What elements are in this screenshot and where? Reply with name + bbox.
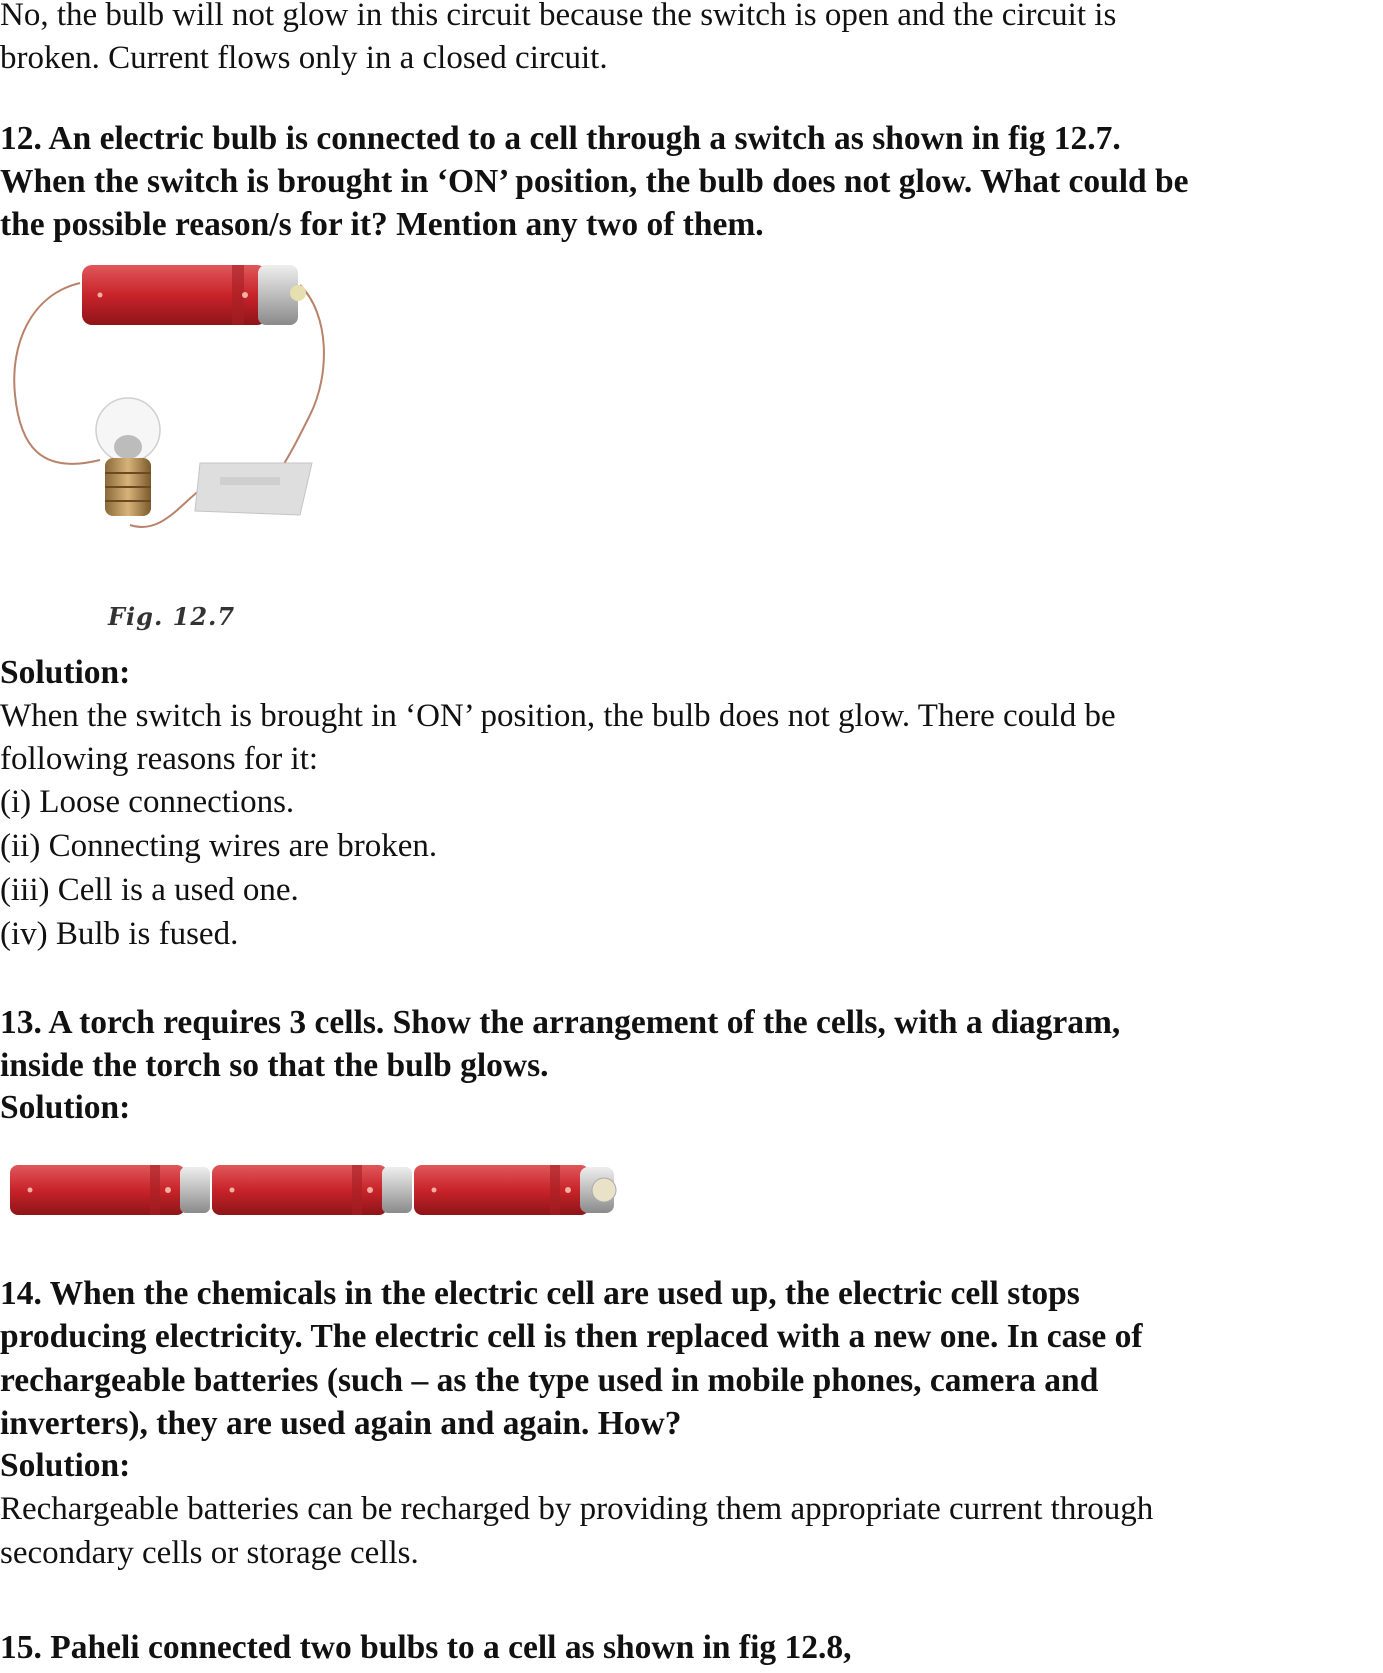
answer-list-item: (iii) Cell is a used one. — [0, 872, 299, 908]
answer-list-item: (ii) Connecting wires are broken. — [0, 828, 438, 864]
answer-list-item: (iv) Bulb is fused. — [0, 916, 239, 952]
answer-text-line: When the switch is brought in ‘ON’ position, the bulb does not glow. There could be — [0, 698, 1116, 734]
figure-caption: Fig. 12.7 — [108, 602, 236, 631]
question-14-line: inverters), they are used again and again. How? — [0, 1405, 682, 1442]
answer-list-item: (i) Loose connections. — [0, 784, 295, 820]
question-15-line: 15. Paheli connected two bulbs to a cell as shown in fig 12.8, — [0, 1629, 852, 1666]
question-13-line: 13. A torch requires 3 cells. Show the arrangement of the cells, with a diagram, — [0, 1004, 1121, 1041]
circuit-figure-12-7 — [0, 255, 340, 545]
answer-text-line: secondary cells or storage cells. — [0, 1535, 419, 1571]
answer-text-line: broken. Current flows only in a closed circuit. — [0, 40, 608, 76]
solution-label: Solution: — [0, 1089, 131, 1126]
question-14-line: producing electricity. The electric cell is then replaced with a new one. In case of — [0, 1318, 1143, 1355]
question-12-line: the possible reason/s for it? Mention any two of them. — [0, 206, 764, 243]
solution-label: Solution: — [0, 1447, 131, 1484]
answer-text-line: following reasons for it: — [0, 741, 319, 777]
question-14-line: rechargeable batteries (such – as the type used in mobile phones, camera and — [0, 1362, 1099, 1399]
three-cells-diagram — [0, 1155, 630, 1225]
solution-label: Solution: — [0, 654, 131, 691]
question-13-line: inside the torch so that the bulb glows. — [0, 1047, 549, 1084]
cell-2 — [212, 1165, 412, 1215]
switch — [195, 463, 312, 515]
answer-text-line: No, the bulb will not glow in this circuit because the switch is open and the circuit is — [0, 0, 1117, 33]
question-12-line: When the switch is brought in ‘ON’ position, the bulb does not glow. What could be — [0, 163, 1189, 200]
question-14-line: 14. When the chemicals in the electric cell are used up, the electric cell stops — [0, 1275, 1080, 1312]
answer-text-line: Rechargeable batteries can be recharged by providing them appropriate current through — [0, 1491, 1154, 1527]
cell-3 — [414, 1165, 616, 1215]
question-12-line: 12. An electric bulb is connected to a cell through a switch as shown in fig 12.7. — [0, 120, 1121, 157]
cell-1 — [10, 1165, 210, 1215]
